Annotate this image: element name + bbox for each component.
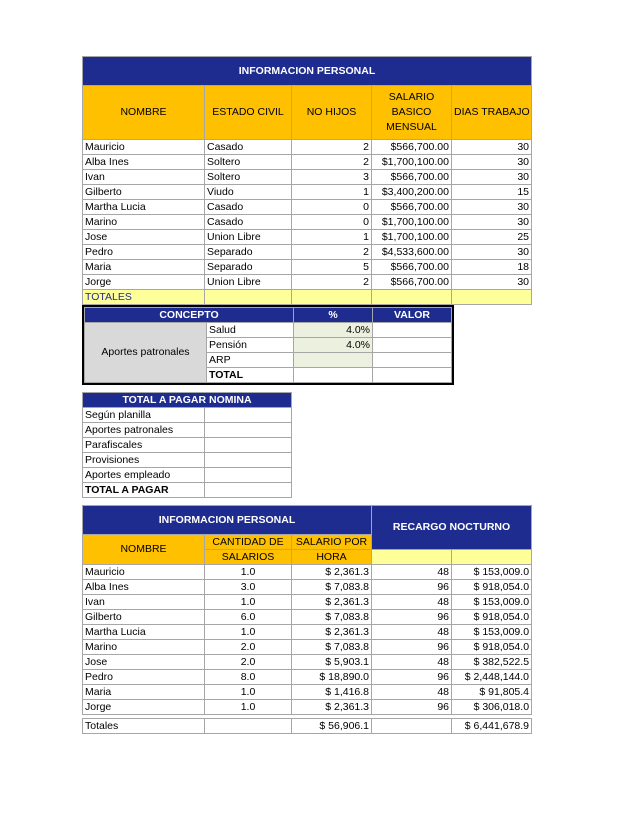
cell-cantidad: 1.0 bbox=[205, 625, 292, 640]
cell-horas: 48 bbox=[372, 685, 452, 700]
cell-horas: 96 bbox=[372, 610, 452, 625]
cell-cantidad: 8.0 bbox=[205, 670, 292, 685]
aporte-valor bbox=[373, 368, 452, 383]
list-item bbox=[83, 423, 292, 438]
cell-estado-civil: Separado bbox=[205, 260, 292, 275]
aporte-valor bbox=[373, 323, 452, 338]
cell-dias: 30 bbox=[452, 140, 532, 155]
table-row bbox=[83, 565, 532, 580]
cell-dias: 18 bbox=[452, 260, 532, 275]
cell-salario-hora: $ 18,890.0 bbox=[292, 670, 372, 685]
nomina-label: TOTAL A PAGAR bbox=[83, 483, 205, 498]
recargo-total-cell bbox=[372, 719, 452, 734]
cell-nombre: Pedro bbox=[83, 245, 205, 260]
cell-salario: $4,533,600.00 bbox=[372, 245, 452, 260]
cell-salario-hora: $ 2,361.3 bbox=[292, 625, 372, 640]
cell-no-hijos: 2 bbox=[292, 155, 372, 170]
cell-dias: 30 bbox=[452, 275, 532, 290]
cell-salario: $566,700.00 bbox=[372, 200, 452, 215]
cell-nombre: Marino bbox=[83, 215, 205, 230]
totals-cell bbox=[372, 290, 452, 305]
cell-nombre: Mauricio bbox=[83, 140, 205, 155]
cell-dias: 15 bbox=[452, 185, 532, 200]
header-no-hijos: NO HIJOS bbox=[292, 86, 372, 140]
aporte-label: Pensión bbox=[207, 338, 294, 353]
cell-no-hijos: 1 bbox=[292, 185, 372, 200]
header-valor: VALOR bbox=[373, 308, 452, 323]
aporte-label: ARP bbox=[207, 353, 294, 368]
cell-cantidad: 6.0 bbox=[205, 610, 292, 625]
table-row bbox=[83, 595, 532, 610]
cell-salario-hora: $ 7,083.8 bbox=[292, 610, 372, 625]
cell-nombre: Gilberto bbox=[83, 185, 205, 200]
table-row bbox=[83, 170, 532, 185]
cell-estado-civil: Casado bbox=[205, 200, 292, 215]
cell-cantidad: 1.0 bbox=[205, 700, 292, 715]
nomina-value bbox=[205, 453, 292, 468]
cell-nombre: Alba Ines bbox=[83, 580, 205, 595]
cell-nombre: Jose bbox=[83, 230, 205, 245]
aporte-label: Salud bbox=[207, 323, 294, 338]
table-row bbox=[83, 700, 532, 715]
cell-recargo: $ 153,009.0 bbox=[452, 625, 532, 640]
cell-nombre: Alba Ines bbox=[83, 155, 205, 170]
cell-salario: $1,700,100.00 bbox=[372, 155, 452, 170]
aportes-table bbox=[82, 305, 454, 385]
cell-nombre: Jose bbox=[83, 655, 205, 670]
cell-horas: 96 bbox=[372, 580, 452, 595]
cell-cantidad: 2.0 bbox=[205, 655, 292, 670]
cell-estado-civil: Soltero bbox=[205, 170, 292, 185]
cell-salario: $1,700,100.00 bbox=[372, 230, 452, 245]
cell-salario: $566,700.00 bbox=[372, 260, 452, 275]
table-row bbox=[83, 685, 532, 700]
nomina-label: Parafiscales bbox=[83, 438, 205, 453]
nomina-table bbox=[82, 392, 292, 498]
recargo-header-hora: SALARIO POR bbox=[292, 535, 372, 550]
cell-estado-civil: Soltero bbox=[205, 155, 292, 170]
cell-no-hijos: 2 bbox=[292, 140, 372, 155]
cell-recargo: $ 382,522.5 bbox=[452, 655, 532, 670]
cell-horas: 48 bbox=[372, 655, 452, 670]
cell-horas: 96 bbox=[372, 670, 452, 685]
list-item bbox=[83, 438, 292, 453]
cell-estado-civil: Union Libre bbox=[205, 230, 292, 245]
nomina-label: Provisiones bbox=[83, 453, 205, 468]
header-concepto: CONCEPTO bbox=[85, 308, 294, 323]
table-row bbox=[83, 185, 532, 200]
recargo-total-valor: $ 6,441,678.9 bbox=[452, 719, 532, 734]
cell-horas: 48 bbox=[372, 625, 452, 640]
cell-cantidad: 1.0 bbox=[205, 685, 292, 700]
cell-recargo: $ 153,009.0 bbox=[452, 595, 532, 610]
cell-dias: 30 bbox=[452, 170, 532, 185]
cell-nombre: Gilberto bbox=[83, 610, 205, 625]
cell-estado-civil: Casado bbox=[205, 215, 292, 230]
nomina-value bbox=[205, 408, 292, 423]
cell-no-hijos: 0 bbox=[292, 200, 372, 215]
cell-nombre: Pedro bbox=[83, 670, 205, 685]
recargo-nocturno-title: RECARGO NOCTURNO bbox=[372, 506, 532, 550]
cell-recargo: $ 2,448,144.0 bbox=[452, 670, 532, 685]
table-row bbox=[83, 670, 532, 685]
cell-no-hijos: 3 bbox=[292, 170, 372, 185]
personal-info-table bbox=[82, 56, 532, 305]
cell-nombre: Ivan bbox=[83, 170, 205, 185]
cell-cantidad: 3.0 bbox=[205, 580, 292, 595]
nomina-label: Aportes empleado bbox=[83, 468, 205, 483]
recargo-header-nombre: NOMBRE bbox=[83, 535, 205, 565]
table-row bbox=[83, 200, 532, 215]
cell-no-hijos: 0 bbox=[292, 215, 372, 230]
cell-salario: $566,700.00 bbox=[372, 275, 452, 290]
aporte-pct: 4.0% bbox=[294, 338, 373, 353]
aporte-total-label: TOTAL bbox=[207, 368, 294, 383]
cell-salario-hora: $ 2,361.3 bbox=[292, 565, 372, 580]
nomina-title: TOTAL A PAGAR NOMINA bbox=[83, 393, 292, 408]
recargo-total-label: Totales bbox=[83, 719, 205, 734]
list-item bbox=[83, 408, 292, 423]
cell-salario: $3,400,200.00 bbox=[372, 185, 452, 200]
header-porcentaje: % bbox=[294, 308, 373, 323]
cell-no-hijos: 5 bbox=[292, 260, 372, 275]
list-item bbox=[83, 468, 292, 483]
cell-estado-civil: Union Libre bbox=[205, 275, 292, 290]
table-row bbox=[83, 260, 532, 275]
cell-dias: 30 bbox=[452, 215, 532, 230]
header-salario-basico: SALARIO BASICO MENSUAL bbox=[372, 86, 452, 140]
cell-estado-civil: Viudo bbox=[205, 185, 292, 200]
cell-nombre: Jorge bbox=[83, 700, 205, 715]
table-row bbox=[83, 580, 532, 595]
nomina-value bbox=[205, 423, 292, 438]
cell-no-hijos: 1 bbox=[292, 230, 372, 245]
aporte-valor bbox=[373, 353, 452, 368]
table-row bbox=[83, 625, 532, 640]
cell-nombre: Mauricio bbox=[83, 565, 205, 580]
cell-dias: 30 bbox=[452, 200, 532, 215]
table-row bbox=[83, 245, 532, 260]
cell-nombre: Maria bbox=[83, 260, 205, 275]
table-row bbox=[83, 275, 532, 290]
personal-info-title: INFORMACION PERSONAL bbox=[83, 57, 532, 86]
cell-horas: 96 bbox=[372, 640, 452, 655]
cell-nombre: Marino bbox=[83, 640, 205, 655]
list-item bbox=[83, 453, 292, 468]
recargo-table bbox=[82, 505, 532, 734]
totals-cell bbox=[292, 290, 372, 305]
aporte-valor bbox=[373, 338, 452, 353]
cell-salario-hora: $ 2,361.3 bbox=[292, 700, 372, 715]
table-row bbox=[83, 655, 532, 670]
recargo-header-hora-2: HORA bbox=[292, 550, 372, 565]
cell-salario-hora: $ 2,361.3 bbox=[292, 595, 372, 610]
cell-cantidad: 1.0 bbox=[205, 565, 292, 580]
cell-horas: 48 bbox=[372, 595, 452, 610]
aportes-group-label: Aportes patronales bbox=[85, 323, 207, 383]
table-row bbox=[83, 140, 532, 155]
header-nombre: NOMBRE bbox=[83, 86, 205, 140]
cell-no-hijos: 2 bbox=[292, 245, 372, 260]
cell-recargo: $ 918,054.0 bbox=[452, 610, 532, 625]
recargo-total-hora: $ 56,906.1 bbox=[292, 719, 372, 734]
recargo-header-cantidad-2: SALARIOS bbox=[205, 550, 292, 565]
cell-salario-hora: $ 1,416.8 bbox=[292, 685, 372, 700]
cell-salario: $1,700,100.00 bbox=[372, 215, 452, 230]
cell-cantidad: 1.0 bbox=[205, 595, 292, 610]
nomina-label: Aportes patronales bbox=[83, 423, 205, 438]
recargo-header-blank bbox=[372, 550, 452, 565]
cell-nombre: Ivan bbox=[83, 595, 205, 610]
cell-nombre: Martha Lucia bbox=[83, 625, 205, 640]
cell-dias: 25 bbox=[452, 230, 532, 245]
cell-horas: 96 bbox=[372, 700, 452, 715]
cell-estado-civil: Separado bbox=[205, 245, 292, 260]
nomina-value bbox=[205, 438, 292, 453]
cell-salario: $566,700.00 bbox=[372, 170, 452, 185]
cell-salario-hora: $ 7,083.8 bbox=[292, 580, 372, 595]
cell-dias: 30 bbox=[452, 245, 532, 260]
cell-nombre: Jorge bbox=[83, 275, 205, 290]
table-row bbox=[83, 155, 532, 170]
cell-nombre: Maria bbox=[83, 685, 205, 700]
totals-cell bbox=[452, 290, 532, 305]
cell-cantidad: 2.0 bbox=[205, 640, 292, 655]
cell-recargo: $ 306,018.0 bbox=[452, 700, 532, 715]
recargo-header-cantidad: CANTIDAD DE bbox=[205, 535, 292, 550]
cell-salario: $566,700.00 bbox=[372, 140, 452, 155]
cell-no-hijos: 2 bbox=[292, 275, 372, 290]
cell-nombre: Martha Lucia bbox=[83, 200, 205, 215]
list-item bbox=[83, 483, 292, 498]
nomina-value bbox=[205, 468, 292, 483]
table-row bbox=[83, 640, 532, 655]
cell-recargo: $ 918,054.0 bbox=[452, 580, 532, 595]
recargo-header-blank bbox=[452, 550, 532, 565]
cell-dias: 30 bbox=[452, 155, 532, 170]
table-row bbox=[83, 230, 532, 245]
table-row bbox=[83, 610, 532, 625]
totals-label: TOTALES bbox=[83, 290, 205, 305]
totals-cell bbox=[205, 290, 292, 305]
table-row bbox=[83, 215, 532, 230]
cell-horas: 48 bbox=[372, 565, 452, 580]
recargo-info-title: INFORMACION PERSONAL bbox=[83, 506, 372, 535]
cell-salario-hora: $ 7,083.8 bbox=[292, 640, 372, 655]
recargo-total-cell bbox=[205, 719, 292, 734]
cell-estado-civil: Casado bbox=[205, 140, 292, 155]
header-dias-trabajo: DIAS TRABAJO bbox=[452, 86, 532, 140]
nomina-value bbox=[205, 483, 292, 498]
cell-recargo: $ 91,805.4 bbox=[452, 685, 532, 700]
nomina-label: Según planilla bbox=[83, 408, 205, 423]
aporte-pct bbox=[294, 368, 373, 383]
aporte-pct bbox=[294, 353, 373, 368]
cell-recargo: $ 153,009.0 bbox=[452, 565, 532, 580]
aporte-pct: 4.0% bbox=[294, 323, 373, 338]
cell-recargo: $ 918,054.0 bbox=[452, 640, 532, 655]
cell-salario-hora: $ 5,903.1 bbox=[292, 655, 372, 670]
header-estado-civil: ESTADO CIVIL bbox=[205, 86, 292, 140]
